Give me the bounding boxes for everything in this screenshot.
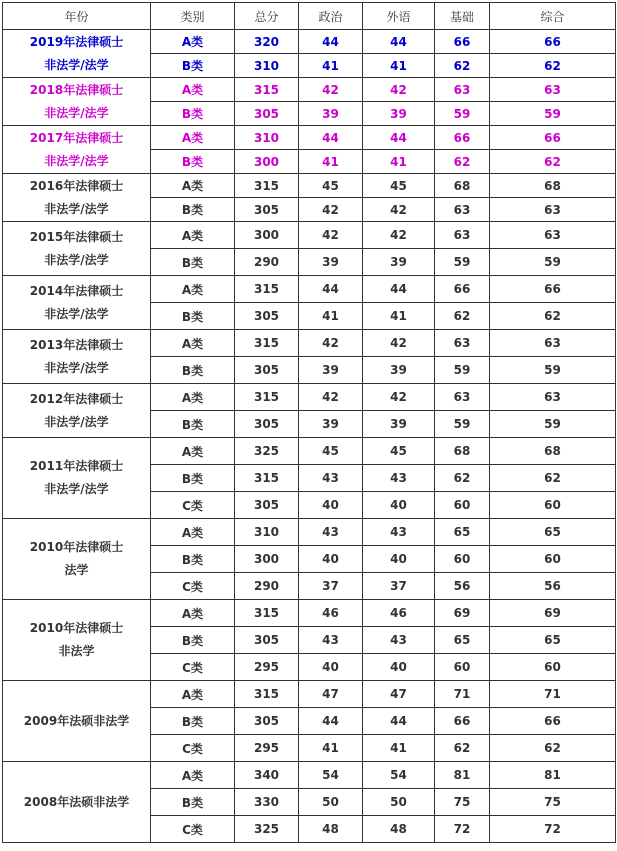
comprehensive-cell: 60 <box>490 654 616 681</box>
basic-cell: 66 <box>435 276 490 303</box>
foreign-language-cell: 45 <box>363 174 435 198</box>
comprehensive-cell: 66 <box>490 126 616 150</box>
total-score-cell: 300 <box>235 150 299 174</box>
total-score-cell: 315 <box>235 600 299 627</box>
table-row <box>3 222 616 249</box>
year-cell <box>3 600 151 681</box>
politics-cell: 45 <box>299 174 363 198</box>
basic-cell: 59 <box>435 357 490 384</box>
category-cell: B类 <box>151 102 235 126</box>
table-row <box>3 174 616 198</box>
basic-cell: 59 <box>435 411 490 438</box>
politics-cell: 44 <box>299 126 363 150</box>
total-score-cell: 300 <box>235 222 299 249</box>
politics-cell: 42 <box>299 198 363 222</box>
politics-cell: 41 <box>299 54 363 78</box>
comprehensive-cell: 56 <box>490 573 616 600</box>
category-cell: B类 <box>151 546 235 573</box>
comprehensive-cell: 63 <box>490 78 616 102</box>
foreign-language-cell: 37 <box>363 573 435 600</box>
category-cell: B类 <box>151 150 235 174</box>
category-cell: A类 <box>151 30 235 54</box>
foreign-language-cell: 46 <box>363 600 435 627</box>
politics-cell: 41 <box>299 735 363 762</box>
basic-cell: 63 <box>435 222 490 249</box>
basic-cell: 60 <box>435 546 490 573</box>
total-score-cell: 310 <box>235 519 299 546</box>
comprehensive-cell: 62 <box>490 465 616 492</box>
comprehensive-cell: 66 <box>490 708 616 735</box>
politics-cell: 54 <box>299 762 363 789</box>
comprehensive-cell: 68 <box>490 438 616 465</box>
comprehensive-cell: 59 <box>490 249 616 276</box>
year-line: 2011年法律硕士 <box>29 459 124 473</box>
year-line: 非法学/法学 <box>44 252 109 267</box>
politics-cell: 47 <box>299 681 363 708</box>
politics-cell: 42 <box>299 330 363 357</box>
foreign-language-cell: 41 <box>363 150 435 174</box>
foreign-language-cell: 39 <box>363 357 435 384</box>
basic-cell: 62 <box>435 150 490 174</box>
comprehensive-cell: 65 <box>490 627 616 654</box>
year-line: 非法学/法学 <box>44 306 109 321</box>
year-line: 2008年法硕非法学 <box>23 794 130 809</box>
comprehensive-cell: 68 <box>490 174 616 198</box>
category-cell: B类 <box>151 789 235 816</box>
politics-cell: 39 <box>299 249 363 276</box>
total-score-cell: 325 <box>235 438 299 465</box>
politics-cell: 42 <box>299 78 363 102</box>
header-basic: 基础 <box>435 3 490 30</box>
total-score-cell: 325 <box>235 816 299 843</box>
table-row <box>3 330 616 357</box>
category-cell: C类 <box>151 492 235 519</box>
basic-cell: 72 <box>435 816 490 843</box>
politics-cell: 42 <box>299 222 363 249</box>
total-score-cell: 310 <box>235 126 299 150</box>
total-score-cell: 300 <box>235 546 299 573</box>
basic-cell: 59 <box>435 249 490 276</box>
foreign-language-cell: 39 <box>363 249 435 276</box>
comprehensive-cell: 75 <box>490 789 616 816</box>
total-score-cell: 340 <box>235 762 299 789</box>
politics-cell: 37 <box>299 573 363 600</box>
foreign-language-cell: 44 <box>363 126 435 150</box>
total-score-cell: 290 <box>235 249 299 276</box>
foreign-language-cell: 44 <box>363 30 435 54</box>
header-category: 类别 <box>151 3 235 30</box>
basic-cell: 69 <box>435 600 490 627</box>
table-row <box>3 762 616 789</box>
foreign-language-cell: 42 <box>363 78 435 102</box>
politics-cell: 45 <box>299 438 363 465</box>
comprehensive-cell: 81 <box>490 762 616 789</box>
category-cell: A类 <box>151 276 235 303</box>
year-cell <box>3 384 151 438</box>
foreign-language-cell: 54 <box>363 762 435 789</box>
year-line: 2010年法律硕士 <box>29 621 124 635</box>
total-score-cell: 315 <box>235 174 299 198</box>
foreign-language-cell: 45 <box>363 438 435 465</box>
total-score-cell: 295 <box>235 654 299 681</box>
category-cell: A类 <box>151 78 235 102</box>
category-cell: C类 <box>151 816 235 843</box>
politics-cell: 39 <box>299 411 363 438</box>
category-cell: A类 <box>151 438 235 465</box>
politics-cell: 40 <box>299 546 363 573</box>
basic-cell: 63 <box>435 198 490 222</box>
header-foreign-language: 外语 <box>363 3 435 30</box>
table-body <box>3 30 616 843</box>
year-line: 法学 <box>64 563 89 577</box>
category-cell: A类 <box>151 384 235 411</box>
politics-cell: 44 <box>299 708 363 735</box>
category-cell: B类 <box>151 249 235 276</box>
total-score-cell: 305 <box>235 627 299 654</box>
total-score-cell: 305 <box>235 708 299 735</box>
category-cell: A类 <box>151 600 235 627</box>
politics-cell: 43 <box>299 465 363 492</box>
category-cell: A类 <box>151 519 235 546</box>
basic-cell: 62 <box>435 465 490 492</box>
politics-cell: 42 <box>299 384 363 411</box>
year-line: 非法学/法学 <box>44 57 109 72</box>
category-cell: A类 <box>151 330 235 357</box>
year-line: 非法学/法学 <box>44 153 109 168</box>
year-line: 非法学 <box>58 644 95 658</box>
comprehensive-cell: 63 <box>490 330 616 357</box>
category-cell: C类 <box>151 654 235 681</box>
year-line: 非法学/法学 <box>44 201 109 216</box>
year-line: 2018年法律硕士 <box>29 82 124 97</box>
total-score-cell: 310 <box>235 54 299 78</box>
foreign-language-cell: 40 <box>363 492 435 519</box>
foreign-language-cell: 39 <box>363 102 435 126</box>
comprehensive-cell: 60 <box>490 492 616 519</box>
basic-cell: 62 <box>435 735 490 762</box>
foreign-language-cell: 41 <box>363 303 435 330</box>
basic-cell: 60 <box>435 492 490 519</box>
score-table <box>2 2 616 843</box>
comprehensive-cell: 66 <box>490 276 616 303</box>
basic-cell: 75 <box>435 789 490 816</box>
total-score-cell: 305 <box>235 411 299 438</box>
foreign-language-cell: 42 <box>363 222 435 249</box>
header-year: 年份 <box>3 3 151 30</box>
comprehensive-cell: 59 <box>490 357 616 384</box>
header-politics: 政治 <box>299 3 363 30</box>
category-cell: B类 <box>151 198 235 222</box>
year-cell <box>3 174 151 222</box>
table-row <box>3 78 616 102</box>
basic-cell: 68 <box>435 174 490 198</box>
total-score-cell: 305 <box>235 357 299 384</box>
foreign-language-cell: 40 <box>363 546 435 573</box>
total-score-cell: 315 <box>235 330 299 357</box>
category-cell: B类 <box>151 708 235 735</box>
politics-cell: 46 <box>299 600 363 627</box>
politics-cell: 43 <box>299 627 363 654</box>
comprehensive-cell: 62 <box>490 150 616 174</box>
year-cell <box>3 222 151 276</box>
politics-cell: 41 <box>299 303 363 330</box>
year-cell <box>3 78 151 126</box>
total-score-cell: 305 <box>235 492 299 519</box>
comprehensive-cell: 59 <box>490 411 616 438</box>
year-line: 2013年法律硕士 <box>29 337 124 352</box>
year-line: 2017年法律硕士 <box>29 130 124 145</box>
total-score-cell: 330 <box>235 789 299 816</box>
header-total: 总分 <box>235 3 299 30</box>
comprehensive-cell: 62 <box>490 303 616 330</box>
foreign-language-cell: 41 <box>363 735 435 762</box>
foreign-language-cell: 43 <box>363 627 435 654</box>
politics-cell: 39 <box>299 102 363 126</box>
foreign-language-cell: 40 <box>363 654 435 681</box>
foreign-language-cell: 43 <box>363 519 435 546</box>
basic-cell: 56 <box>435 573 490 600</box>
year-line: 非法学/法学 <box>44 105 109 120</box>
category-cell: B类 <box>151 303 235 330</box>
year-cell <box>3 681 151 762</box>
foreign-language-cell: 39 <box>363 411 435 438</box>
total-score-cell: 315 <box>235 681 299 708</box>
foreign-language-cell: 42 <box>363 384 435 411</box>
foreign-language-cell: 41 <box>363 54 435 78</box>
table-row <box>3 681 616 708</box>
comprehensive-cell: 63 <box>490 222 616 249</box>
basic-cell: 71 <box>435 681 490 708</box>
basic-cell: 63 <box>435 330 490 357</box>
basic-cell: 66 <box>435 708 490 735</box>
basic-cell: 60 <box>435 654 490 681</box>
header-row <box>3 3 616 30</box>
politics-cell: 50 <box>299 789 363 816</box>
category-cell: B类 <box>151 357 235 384</box>
header-comprehensive: 综合 <box>490 3 616 30</box>
comprehensive-cell: 60 <box>490 546 616 573</box>
year-cell <box>3 762 151 843</box>
year-cell <box>3 519 151 600</box>
basic-cell: 62 <box>435 303 490 330</box>
category-cell: B类 <box>151 465 235 492</box>
foreign-language-cell: 44 <box>363 276 435 303</box>
total-score-cell: 315 <box>235 276 299 303</box>
basic-cell: 63 <box>435 78 490 102</box>
foreign-language-cell: 42 <box>363 198 435 222</box>
year-line: 2010年法律硕士 <box>29 540 124 554</box>
category-cell: B类 <box>151 54 235 78</box>
year-line: 2019年法律硕士 <box>29 34 124 49</box>
table-row <box>3 30 616 54</box>
total-score-cell: 305 <box>235 102 299 126</box>
year-cell <box>3 126 151 174</box>
table-row <box>3 276 616 303</box>
category-cell: C类 <box>151 735 235 762</box>
total-score-cell: 305 <box>235 303 299 330</box>
table-row <box>3 126 616 150</box>
year-line: 2014年法律硕士 <box>29 283 124 298</box>
foreign-language-cell: 50 <box>363 789 435 816</box>
category-cell: A类 <box>151 222 235 249</box>
comprehensive-cell: 59 <box>490 102 616 126</box>
year-line: 2016年法律硕士 <box>29 178 124 193</box>
basic-cell: 65 <box>435 519 490 546</box>
comprehensive-cell: 62 <box>490 54 616 78</box>
year-cell <box>3 330 151 384</box>
total-score-cell: 315 <box>235 465 299 492</box>
basic-cell: 62 <box>435 54 490 78</box>
year-line: 2012年法律硕士 <box>29 391 124 406</box>
basic-cell: 68 <box>435 438 490 465</box>
politics-cell: 44 <box>299 30 363 54</box>
table-row <box>3 519 616 546</box>
total-score-cell: 315 <box>235 384 299 411</box>
year-line: 2015年法律硕士 <box>29 229 124 244</box>
politics-cell: 40 <box>299 654 363 681</box>
basic-cell: 66 <box>435 126 490 150</box>
total-score-cell: 290 <box>235 573 299 600</box>
basic-cell: 63 <box>435 384 490 411</box>
foreign-language-cell: 42 <box>363 330 435 357</box>
total-score-cell: 295 <box>235 735 299 762</box>
table-row <box>3 438 616 465</box>
politics-cell: 48 <box>299 816 363 843</box>
category-cell: B类 <box>151 411 235 438</box>
politics-cell: 44 <box>299 276 363 303</box>
comprehensive-cell: 63 <box>490 384 616 411</box>
year-cell <box>3 438 151 519</box>
year-line: 2009年法硕非法学 <box>23 713 130 728</box>
basic-cell: 66 <box>435 30 490 54</box>
year-line: 非法学/法学 <box>44 414 109 429</box>
total-score-cell: 315 <box>235 78 299 102</box>
comprehensive-cell: 66 <box>490 30 616 54</box>
category-cell: A类 <box>151 681 235 708</box>
foreign-language-cell: 44 <box>363 708 435 735</box>
category-cell: A类 <box>151 174 235 198</box>
comprehensive-cell: 72 <box>490 816 616 843</box>
foreign-language-cell: 43 <box>363 465 435 492</box>
year-cell <box>3 276 151 330</box>
category-cell: B类 <box>151 627 235 654</box>
category-cell: A类 <box>151 762 235 789</box>
basic-cell: 65 <box>435 627 490 654</box>
category-cell: A类 <box>151 126 235 150</box>
basic-cell: 81 <box>435 762 490 789</box>
politics-cell: 41 <box>299 150 363 174</box>
comprehensive-cell: 65 <box>490 519 616 546</box>
year-line: 非法学/法学 <box>44 482 109 496</box>
table-row <box>3 384 616 411</box>
politics-cell: 39 <box>299 357 363 384</box>
year-line: 非法学/法学 <box>44 360 109 375</box>
comprehensive-cell: 71 <box>490 681 616 708</box>
category-cell: C类 <box>151 573 235 600</box>
politics-cell: 43 <box>299 519 363 546</box>
year-cell <box>3 30 151 78</box>
comprehensive-cell: 69 <box>490 600 616 627</box>
foreign-language-cell: 47 <box>363 681 435 708</box>
basic-cell: 59 <box>435 102 490 126</box>
table-row <box>3 600 616 627</box>
total-score-cell: 305 <box>235 198 299 222</box>
comprehensive-cell: 63 <box>490 198 616 222</box>
foreign-language-cell: 48 <box>363 816 435 843</box>
total-score-cell: 320 <box>235 30 299 54</box>
comprehensive-cell: 62 <box>490 735 616 762</box>
politics-cell: 40 <box>299 492 363 519</box>
